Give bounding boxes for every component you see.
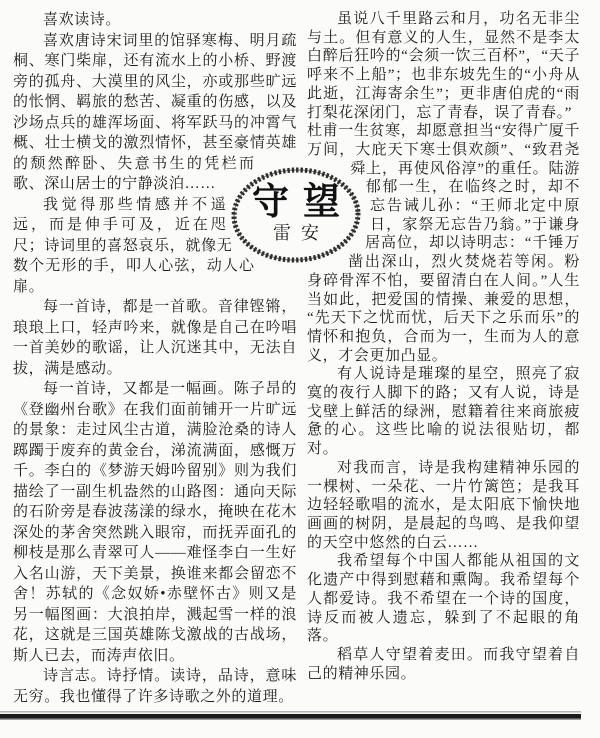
paragraph: 有人说诗是璀璨的星空，照亮了寂寞的夜行人脚下的路；又有人说，诗是戈壁上鲜活的绿洲，慰籍着往来商旅疲惫的心。这些比喻的说法很贴切，都对。 — [307, 366, 580, 458]
paragraph: 我觉得那些情感并不遥远，而是伸手可及，近在咫尺；诗词里的喜怒哀乐，就像无数个无形的手，叩人心弦，动人心扉。 — [13, 196, 255, 295]
paragraph: 每一首诗，又都是一幅画。陈子昂的《登幽州台歌》在我们面前铺开一片旷远的景象：走过风尘古道，满脸沧桑的诗人踯躅于废弃的黄金台，涕流满面，感慨万千。李白的《梦游天姆吟留别》则为我们描绘了一副生机盎然的山路图：通向天际的石阶旁是春波荡漾的绿水，掩映在花木深处的茅舍突然跳入眼帘，而抚弄面孔的柳枝是那么青翠可人——难怪李白一生好入名山游，天下美景，换谁来都会留恋不舍！苏轼的《念奴娇•赤壁怀古》则又是另一幅图画：大浪拍岸，溅起雪一样的浪花，这就是三国英雄陈戈激战的古战场，斯人已去，而涛声依旧。 — [13, 381, 297, 664]
paragraph: 杜甫一生贫寒，却愿意担当“安得广厦千万间，大庇天下寒士俱欢颜”、“致君尧舜上，再使风俗淳”的重任。陆游郁郁一生，在临终之时，却不忘告诫儿孙：“王师北定中原日，家祭无忘告乃翁。”于谦身居高位，却以诗明志：“千锤万凿出深山，烈火焚烧若等闲。粉身碎骨浑不怕，要留清白在人间。”人生当如此，把爱国的情操、兼爱的思想，“先天下之忧而忧，后天下之乐而乐”的情怀和抱负，合而为一，生而为人的意义，才会更加凸显。 — [307, 123, 580, 364]
paragraph: 喜欢唐诗宋词里的馆驿寒梅、明月疏桐、寒门柴扉，还有流水上的小桥、野渡旁的孤舟、大漠里的风尘，亦或那些旷远的怅惘、羁旅的愁苦、凝重的伤感，以及沙场点兵的雄浑场面、将军跃马的冲霄气概、壮士横戈的激烈情怀，甚至豪情英雄的颓然醉卧、失意书生的凭栏而歌、深山居士的宁静淡泊…… — [13, 32, 297, 192]
bottom-divider-rule — [0, 711, 581, 720]
article-title: 守望 — [252, 181, 354, 222]
paragraph: 虽说八千里路云和月，功名无非尘与土。但有意义的人生，显然不是李太白醉后狂吟的“会须一饮三百杯”，“天子呼来不上船”；也非东坡先生的“小舟从此逝，江海寄余生”；更非唐伯虎的“雨打梨花深闭门，忘了青春，误了青春。” — [307, 11, 580, 121]
paragraph: 我希望每个中国人都能从祖国的文化遗产中得到慰藉和熏陶。我希望每个人都爱诗。我不希望在一个诗的国度，诗反而被人遗忘，躲到了不起眼的角落。 — [307, 553, 580, 645]
paragraph: 每一首诗，都是一首歌。音律铿锵，琅琅上口，轻声吟来，就像是自己在吟唱一首美妙的歌谣，让人沉迷其中，无法自拔，满是感动。 — [13, 299, 297, 377]
paragraph: 诗言志。诗抒情。读诗，品诗，意味无穷。我也懂得了许多诗歌之外的道理。 — [13, 668, 297, 705]
paragraph: 稻草人守望着麦田。而我守望着自己的精神乐园。 — [307, 646, 580, 682]
left-column — [13, 10, 297, 707]
article-author: 雷安 — [273, 223, 329, 243]
right-column — [307, 10, 580, 683]
paragraph: 喜欢读诗。 — [43, 12, 122, 28]
article-title-badge — [229, 166, 363, 264]
paragraph: 对我而言，诗是我构建精神乐园的一棵树、一朵花、一片竹篱笆；是我耳边轻轻歌唱的流水，是太阳底下愉快地画画的树阴，是晨起的鸟鸣、是我仰望的天空中悠然的白云…… — [307, 459, 580, 551]
